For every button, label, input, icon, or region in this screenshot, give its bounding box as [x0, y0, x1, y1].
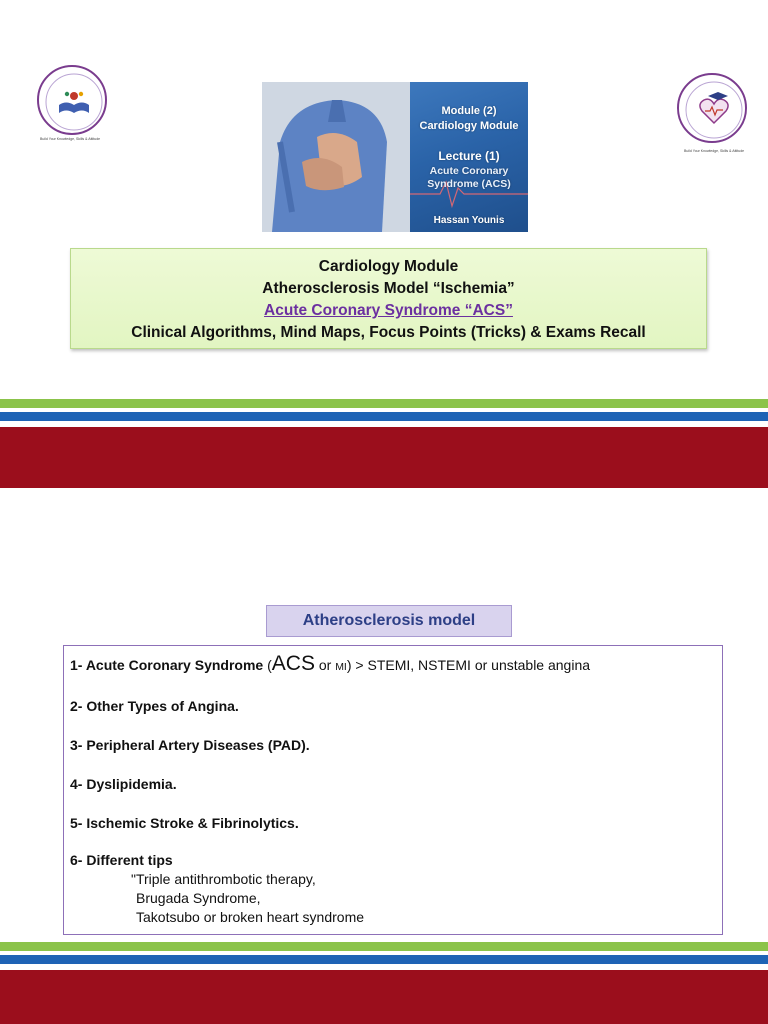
academy-logo-left [37, 65, 107, 135]
item1-mi: MI [335, 661, 347, 673]
title-line-2: Atherosclerosis Model “Ischemia” [262, 280, 515, 297]
banner-module: Module (2) [441, 105, 497, 117]
list-item-2 [70, 698, 239, 714]
item1-acs: ACS [271, 652, 315, 675]
item5-text: 5- Ischemic Stroke & Fibrinolytics. [70, 815, 299, 831]
logo-left-tagline: Build Your Knowledge, Skills & Attitude [40, 137, 101, 141]
logo-right-tagline: Build Your Knowledge, Skills & Attitude [684, 149, 745, 153]
stripe-red-top [0, 427, 768, 488]
section-heading: Atherosclerosis model [266, 605, 512, 637]
title-line-acs-link[interactable]: Acute Coronary Syndrome “ACS” [264, 302, 513, 319]
heart-cap-logo-icon [679, 75, 749, 145]
title-box [70, 248, 707, 349]
item1-close: ) [346, 657, 356, 673]
topics-list [63, 645, 723, 935]
stripe-blue-top [0, 412, 768, 421]
chest-pain-photo [262, 82, 410, 232]
item1-open: ( [263, 657, 272, 673]
academy-logo-right [677, 73, 747, 143]
tip-2: Brugada Syndrome, [136, 890, 261, 906]
banner-lecture: Lecture (1) [438, 149, 500, 163]
banner-topic-line2: Syndrome (ACS) [427, 178, 511, 190]
list-item-4 [70, 776, 177, 792]
item6-text: 6- Different tips [70, 852, 173, 868]
item1-rest: > STEMI, NSTEMI or unstable angina [355, 657, 591, 673]
banner-author: Hassan Younis [433, 215, 505, 226]
title-line-4: Clinical Algorithms, Mind Maps, Focus Points (Tricks) & Exams Recall [131, 324, 646, 341]
list-item-3 [70, 737, 310, 753]
list-item-5 [70, 815, 299, 831]
item4-text: 4- Dyslipidemia. [70, 776, 177, 792]
item3-text: 3- Peripheral Artery Diseases (PAD). [70, 737, 310, 753]
banner-topic [410, 165, 528, 191]
book-logo-icon [39, 67, 109, 137]
list-item-6 [70, 852, 173, 868]
item2-text: 2- Other Types of Angina. [70, 698, 239, 714]
tip-1: "Triple antithrombotic therapy, [131, 871, 316, 887]
stripe-green-bottom [0, 942, 768, 951]
stripe-blue-bottom [0, 955, 768, 964]
banner-topic-line1: Acute Coronary [429, 165, 509, 177]
list-item-1 [70, 652, 590, 676]
tip-3: Takotsubo or broken heart syndrome [136, 909, 365, 925]
stripe-red-bottom [0, 970, 768, 1024]
item1-prefix: 1- Acute Coronary Syndrome [70, 657, 264, 673]
stripe-green-top [0, 399, 768, 408]
lecture-banner [262, 82, 528, 232]
banner-module-name: Cardiology Module [419, 120, 519, 132]
title-line-1: Cardiology Module [318, 258, 459, 275]
item1-or: or [314, 657, 336, 673]
